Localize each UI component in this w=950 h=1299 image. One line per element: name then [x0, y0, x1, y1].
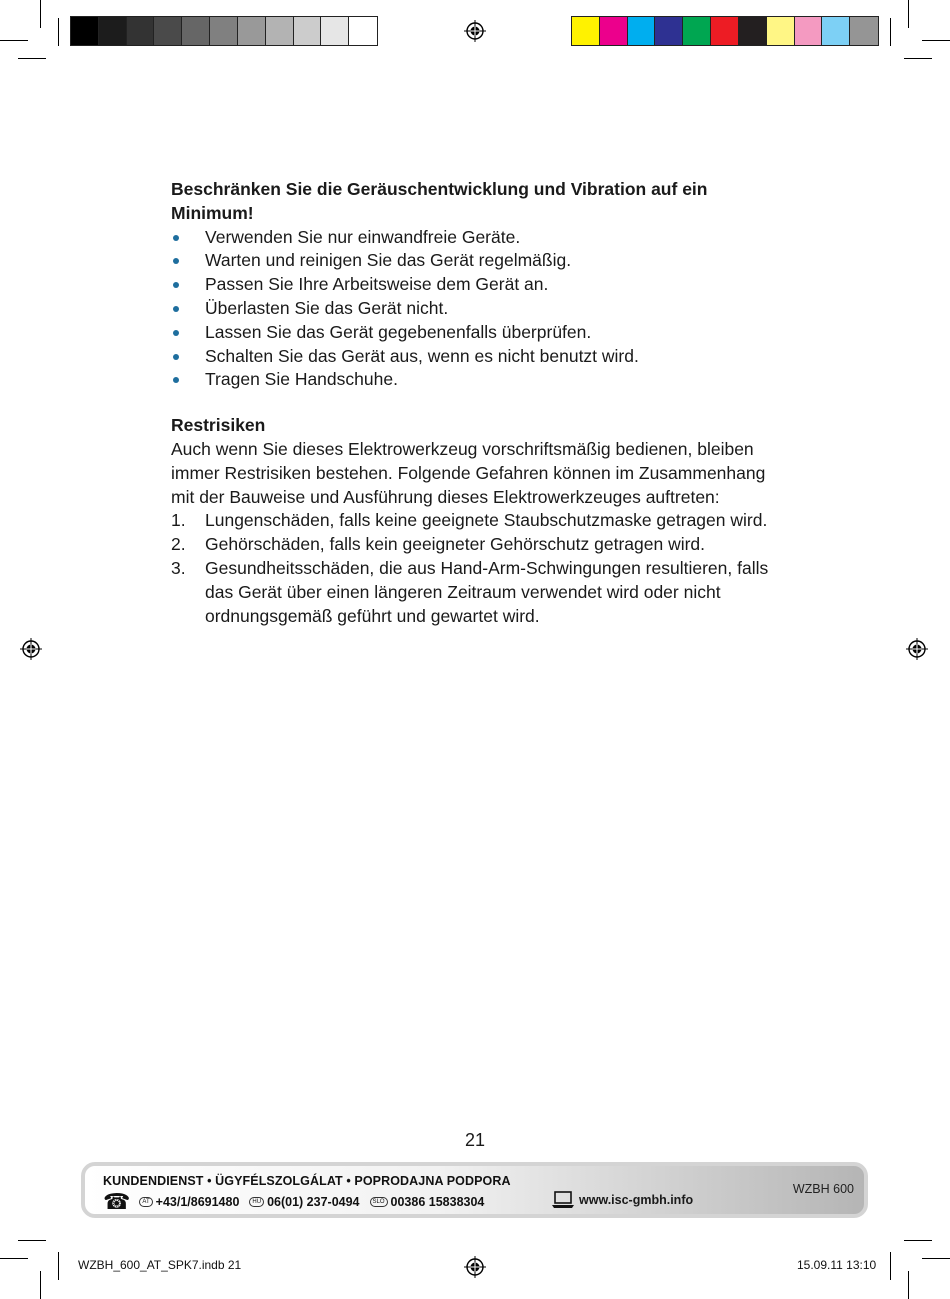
list-item-text: Warten und reinigen Sie das Gerät regelmäßig. [205, 250, 572, 271]
crop-mark [890, 18, 891, 46]
list-item-text: Gesundheitsschäden, die aus Hand-Arm-Schwingungen resultieren, falls das Gerät über einen längeren Zeitraum verwendet wird oder nicht ordnungsgemäß geführt und gewartet wird. [205, 557, 769, 626]
color-swatch [655, 17, 683, 45]
list-item-text: Lassen Sie das Gerät gegebenenfalls überprüfen. [205, 321, 592, 342]
list-item-number: 2. [171, 534, 186, 555]
color-swatch [711, 17, 739, 45]
website-url: www.isc-gmbh.info [579, 1193, 694, 1207]
color-swatch [238, 17, 266, 45]
color-swatch [154, 17, 182, 45]
crop-mark [18, 1240, 46, 1241]
color-calibration-bar [571, 16, 879, 46]
grayscale-calibration-bar [70, 16, 378, 46]
print-slug-file: WZBH_600_AT_SPK7.indb 21 [78, 1258, 242, 1272]
telephone-icon: ☎ [103, 1189, 131, 1214]
list-item-text: Tragen Sie Handschuhe. [205, 369, 398, 390]
registration-mark-icon [464, 1256, 486, 1278]
color-swatch [683, 17, 711, 45]
registration-mark-icon [20, 638, 42, 660]
bullet-icon [173, 354, 179, 360]
service-title: KUNDENDIENST • ÜGYFÉLSZOLGÁLAT • POPRODAJNA PODPORA [103, 1174, 511, 1188]
crop-mark [890, 1252, 891, 1280]
list-item [171, 297, 771, 321]
section-heading-residual-risks: Restrisiken [171, 415, 266, 436]
registration-mark-icon [464, 20, 486, 42]
list-item [171, 273, 771, 297]
laptop-icon [551, 1191, 575, 1209]
list-item [171, 368, 771, 392]
crop-mark [922, 40, 950, 41]
color-swatch [600, 17, 628, 45]
service-footer [81, 1162, 868, 1218]
crop-mark [40, 0, 41, 28]
color-swatch [210, 17, 238, 45]
color-swatch [99, 17, 127, 45]
color-swatch [349, 17, 377, 45]
bullet-icon [173, 330, 179, 336]
crop-mark [908, 1271, 909, 1299]
list-item-text: Schalten Sie das Gerät aus, wenn es nicht benutzt wird. [205, 345, 639, 366]
country-badge: AT [139, 1197, 152, 1207]
list-item [171, 345, 771, 369]
phone-number: +43/1/8691480 [155, 1195, 240, 1209]
list-item-number: 3. [171, 557, 186, 578]
color-swatch [850, 17, 878, 45]
crop-mark [0, 1258, 28, 1259]
list-item [171, 249, 771, 273]
residual-risks-list [171, 509, 771, 628]
crop-mark [922, 1258, 950, 1259]
bullet-icon [173, 235, 179, 241]
list-item [171, 226, 771, 250]
list-item-text: Überlasten Sie das Gerät nicht. [205, 297, 449, 318]
model-label: WZBH 600 [792, 1182, 854, 1196]
country-badge: HU [249, 1197, 264, 1207]
color-swatch [822, 17, 850, 45]
color-swatch [182, 17, 210, 45]
color-swatch [127, 17, 155, 45]
list-item-text: Gehörschäden, falls kein geeigneter Gehörschutz getragen wird. [205, 534, 706, 555]
color-swatch [321, 17, 349, 45]
phone-number: 00386 15838304 [390, 1195, 485, 1209]
color-swatch [572, 17, 600, 45]
list-item [171, 557, 771, 628]
bullet-icon [173, 282, 179, 288]
color-swatch [71, 17, 99, 45]
color-swatch [294, 17, 322, 45]
website-link[interactable] [551, 1191, 693, 1209]
bullet-icon [173, 258, 179, 264]
crop-mark [18, 58, 46, 59]
crop-mark [904, 58, 932, 59]
crop-mark [58, 1252, 59, 1280]
phone-number: 06(01) 237-0494 [267, 1195, 360, 1209]
color-swatch [739, 17, 767, 45]
country-badge: SLO [370, 1197, 388, 1207]
bullet-icon [173, 377, 179, 383]
color-swatch [795, 17, 823, 45]
crop-mark [40, 1271, 41, 1299]
crop-mark [908, 0, 909, 28]
noise-tips-list [171, 226, 771, 393]
page-number: 21 [464, 1130, 486, 1150]
page-content [171, 178, 771, 628]
color-swatch [628, 17, 656, 45]
list-item-text: Verwenden Sie nur einwandfreie Geräte. [205, 226, 521, 247]
list-item-text: Lungenschäden, falls keine geeignete Staubschutzmaske getragen wird. [205, 510, 768, 531]
print-slug-date: 15.09.11 13:10 [797, 1258, 877, 1272]
residual-risks-intro: Auch wenn Sie dieses Elektrowerkzeug vorschriftsmäßig bedienen, bleiben immer Restrisiken bestehen. Folgende Gefahren können im Zusammenhang mit der Bauweise und Ausführung dieses Elektrowerkzeuges auftreten: [171, 438, 766, 507]
service-phone-row [103, 1189, 485, 1214]
bullet-icon [173, 306, 179, 312]
color-swatch [266, 17, 294, 45]
list-item-text: Passen Sie Ihre Arbeitsweise dem Gerät an. [205, 274, 549, 295]
list-item [171, 509, 771, 533]
color-swatch [767, 17, 795, 45]
list-item-number: 1. [171, 510, 186, 531]
list-item [171, 533, 771, 557]
crop-mark [0, 40, 28, 41]
registration-mark-icon [906, 638, 928, 660]
section-heading-noise: Beschränken Sie die Geräuschentwicklung und Vibration auf ein Minimum! [171, 179, 708, 223]
list-item [171, 321, 771, 345]
crop-mark [58, 18, 59, 46]
crop-mark [904, 1240, 932, 1241]
